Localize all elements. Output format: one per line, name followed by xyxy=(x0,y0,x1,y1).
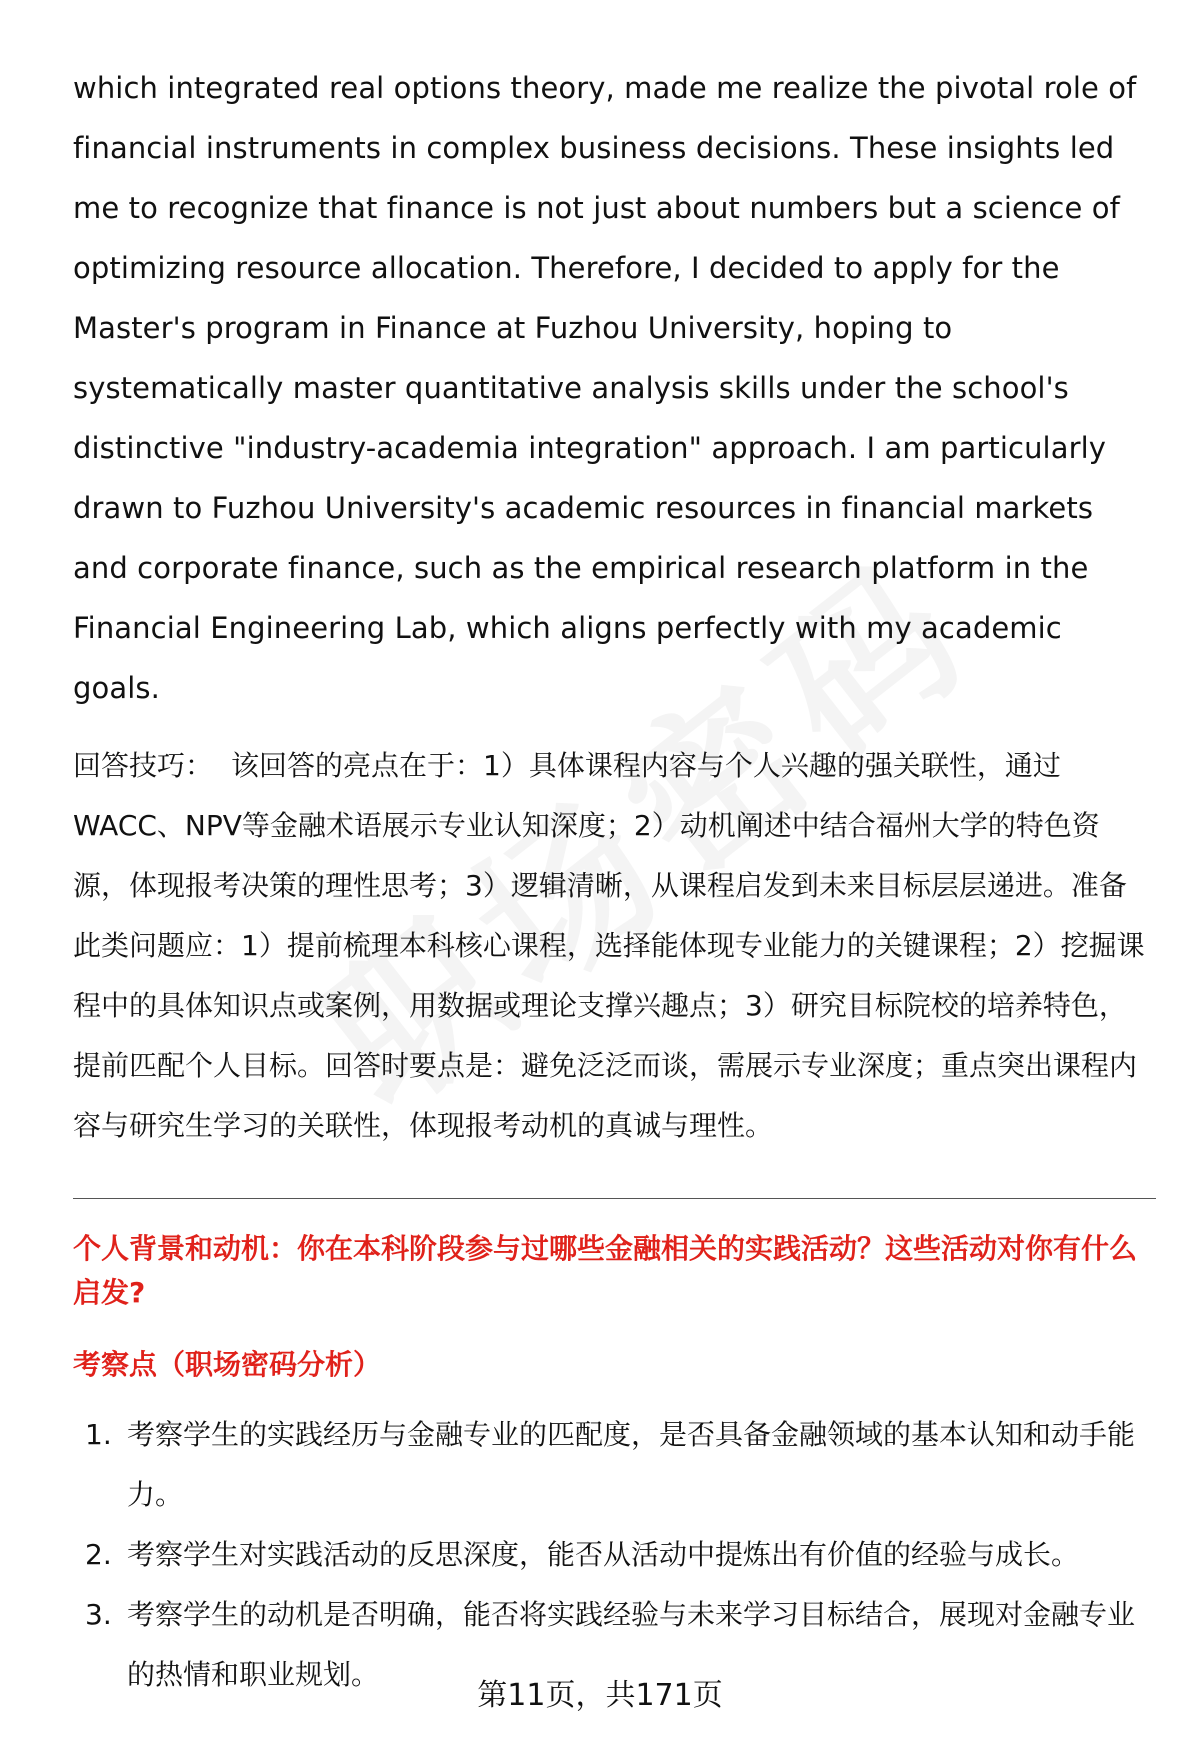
list-item xyxy=(73,1525,1153,1585)
answer-tips-label: 回答技巧： xyxy=(73,749,214,782)
list-item xyxy=(73,1405,1153,1525)
assessment-title: 考察点（职场密码分析） xyxy=(73,1348,382,1381)
assessment-points-list xyxy=(73,1405,1153,1705)
list-item-number: 2. xyxy=(85,1538,112,1571)
answer-tips-text: 该回答的亮点在于：1）具体课程内容与个人兴趣的强关联性，通过WACC、NPV等金融术语展示专业认知深度；2）动机阐述中结合福州大学的特色资源，体现报考决策的理性思考；3）逻辑清晰，从课程启发到未来目标层层递进。准备此类问题应：1）提前梳理本科核心课程，选择能体现专业能力的关键课程；2）挖掘课程中的具体知识点或案例，用数据或理论支撑兴趣点；3）研究目标院校的培养特色，提前匹配个人目标。回答时要点是：避免泛泛而谈，需展示专业深度；重点突出课程内容与研究生学习的关联性，体现报考动机的真诚与理性。 xyxy=(73,749,1145,1142)
page-footer: 第11页，共171页 xyxy=(477,1678,723,1713)
section-divider xyxy=(73,1198,1156,1199)
list-item-number: 1. xyxy=(85,1418,112,1451)
list-item-number: 3. xyxy=(85,1598,112,1631)
answer-tips-paragraph xyxy=(73,736,1153,1156)
answer-paragraph: which integrated real options theory, made me realize the pivotal role of financial instruments in complex business decisions. These insights led me to recognize that finance is not just about numbers but a science of optimizing resource allocation. Therefore, I decided to apply for the Master's program in Finance at Fuzhou University, hoping to systematically master quantitative analysis skills under the school's distinctive "industry-academia integration" approach. I am particularly drawn to Fuzhou University's academic resources in financial markets and corporate finance, such as the empirical research platform in the Financial Engineering Lab, which aligns perfectly with my academic goals. xyxy=(73,71,1137,705)
question-title: 个人背景和动机：你在本科阶段参与过哪些金融相关的实践活动？这些活动对你有什么启发? xyxy=(73,1232,1138,1309)
list-item-text: 考察学生的实践经历与金融专业的匹配度，是否具备金融领域的基本认知和动手能力。 xyxy=(127,1418,1136,1511)
page-content xyxy=(73,58,1153,1705)
list-item-text: 考察学生的动机是否明确，能否将实践经验与未来学习目标结合，展现对金融专业的热情和职业规划。 xyxy=(127,1598,1136,1691)
list-item-text: 考察学生对实践活动的反思深度，能否从活动中提炼出有价值的经验与成长。 xyxy=(127,1538,1080,1571)
